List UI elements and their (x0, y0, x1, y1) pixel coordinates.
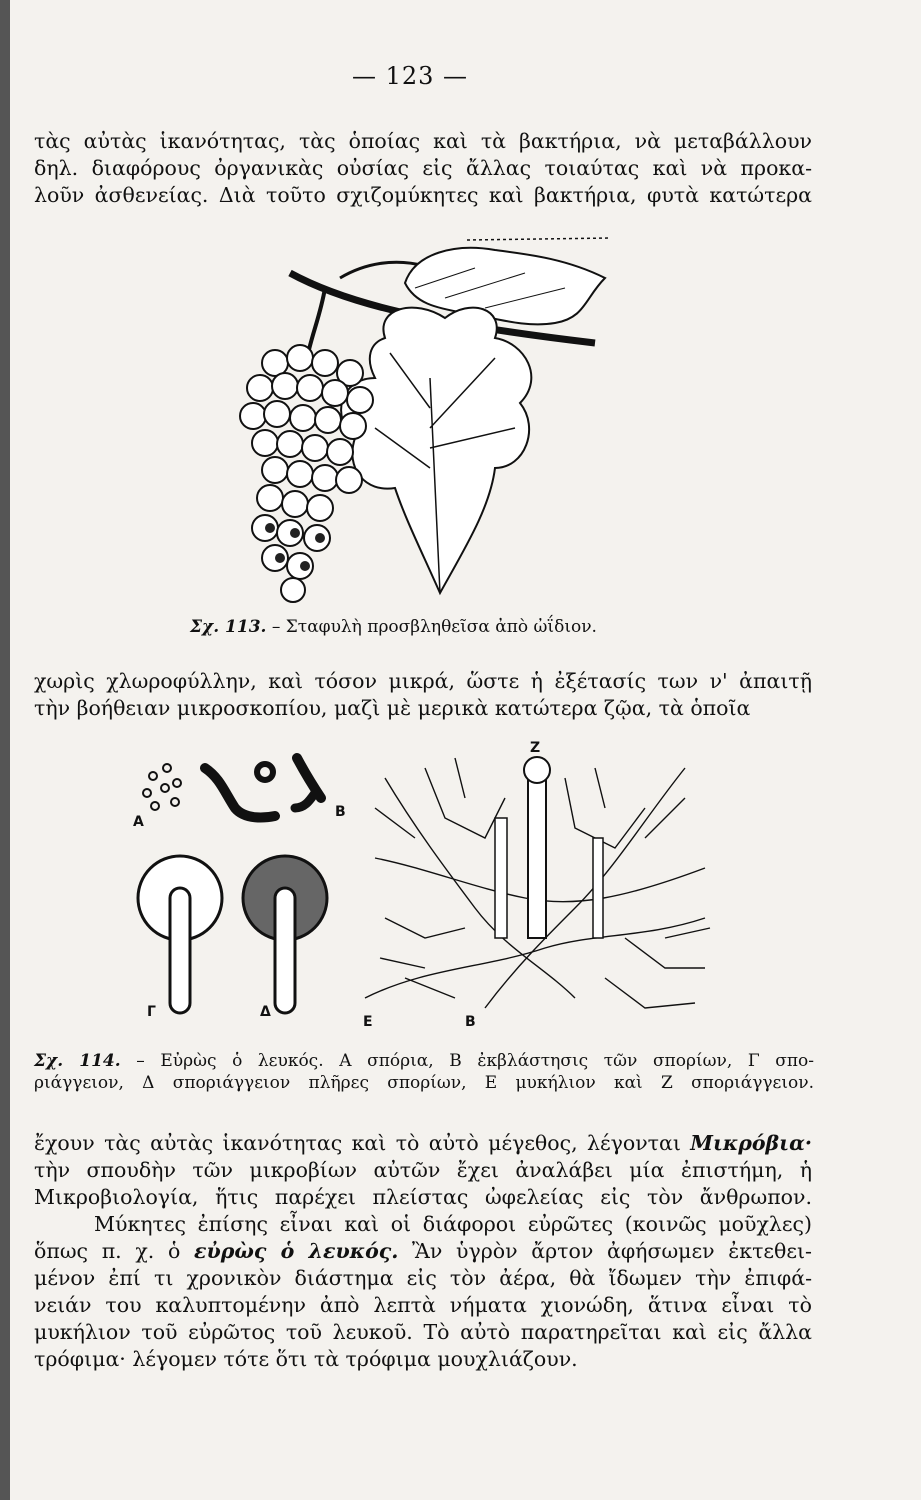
term-euros-leukos: εὐρὼς ὁ λευκός. (194, 1239, 399, 1263)
paragraph-top (34, 128, 812, 209)
text-line: νειάν του καλυπτομένην ἀπὸ λεπτὰ νήματα χιονώδη, ἅτινα εἶναι τὸ (34, 1293, 812, 1317)
figure-114-line2: ριάγγειον, Δ σποριάγγειον πλῆρες σπορίων, Ε μυκήλιον καὶ Ζ σποριάγγειον. (34, 1073, 814, 1093)
caption-line (34, 1050, 814, 1072)
page-number: — 123 — (351, 62, 469, 90)
line5-post: Ἂν ὑγρὸν ἄρτον ἀφήσωμεν ἐκτεθει- (398, 1239, 812, 1263)
figure-114-caption (34, 1050, 814, 1094)
text-line: Μύκητες ἐπίσης εἶναι καὶ οἱ διάφοροι εὐρῶτες (κοινῶς μοῦχλες) (94, 1212, 812, 1236)
label-d: Δ (260, 1004, 271, 1020)
text-line: χωρὶς χλωροφύλλην, καὶ τόσον μικρά, ὥστε ἡ ἐξέτασίς των ν' ἀπαιτῇ (34, 669, 812, 693)
paragraph-middle (34, 668, 812, 722)
text-line (34, 1130, 812, 1157)
figure-113-grape-illustration (225, 228, 625, 608)
figure-114-mold-illustration (125, 738, 725, 1038)
spores-a-drawing (143, 764, 181, 810)
text-line: δηλ. διαφόρους ὀργανικὰς οὐσίας εἰς ἄλλας τοιαύτας καὶ νὰ προκα- (34, 156, 812, 180)
text-line (34, 1238, 812, 1265)
label-g: Γ (147, 1004, 156, 1020)
text-line: Μικροβιολογία, ἥτις παρέχει πλείστας ὠφελείας εἰς τὸν ἄνθρωπον. (34, 1185, 812, 1209)
page-gutter-shadow (0, 0, 10, 1500)
text-line: τὰς αὐτὰς ἱκανότητας, τὰς ὁποίας καὶ τὰ βακτήρια, νὰ μεταβάλλουν (34, 129, 812, 153)
text-line: μένον ἐπί τι χρονικὸν διάστημα εἰς τὸν ἀέρα, θὰ ἴδωμεν τὴν ἐπιφά- (34, 1266, 812, 1290)
label-b-2: Β (465, 1014, 476, 1030)
label-b: Β (335, 804, 346, 820)
paragraph-bottom (34, 1130, 812, 1373)
text-line: τὴν σπουδὴν τῶν μικροβίων αὐτῶν ἔχει ἀναλάβει μία ἐπιστήμη, ἡ (34, 1158, 812, 1182)
line1-text: ἔχουν τὰς αὐτὰς ἱκανότητας καὶ τὸ αὐτὸ μέγεθος, λέγονται (34, 1131, 691, 1155)
term-mikrobia: Μικρόβια· (690, 1131, 812, 1155)
label-z: Ζ (530, 740, 541, 756)
figure-114-line1: – Εὐρὼς ὁ λευκός. Α σπόρια, Β ἐκβλάστησις τῶν σπορίων, Γ σπο- (136, 1051, 814, 1071)
figure-113-caption (190, 617, 597, 637)
label-e: Ε (363, 1014, 373, 1030)
text-line: μυκήλιον τοῦ εὐρῶτος τοῦ λευκοῦ. Τὸ αὐτὸ παρατηρεῖται καὶ εἰς ἄλλα (34, 1320, 812, 1344)
text-line: λοῦν ἀσθενείας. Διὰ τοῦτο σχιζομύκητες καὶ βακτήρια, φυτὰ κατώτερα (34, 183, 812, 207)
figure-114-label: Σχ. 114. (34, 1051, 121, 1071)
label-a: Α (133, 814, 144, 830)
figure-113-text: – Σταφυλὴ προσβληθεῖσα ἀπὸ ὠΐδιον. (271, 617, 597, 637)
text-line: τὴν βοήθειαν μικροσκοπίου, μαζὶ μὲ μερικὰ κατώτερα ζῷα, τὰ ὁποῖα (34, 696, 751, 720)
text-line: τρόφιμα· λέγομεν τότε ὅτι τὰ τρόφιμα μουχλιάζουν. (34, 1347, 578, 1371)
figure-113-label: Σχ. 113. (190, 617, 267, 637)
line5-pre: ὅπως π. χ. ὁ (34, 1239, 195, 1263)
